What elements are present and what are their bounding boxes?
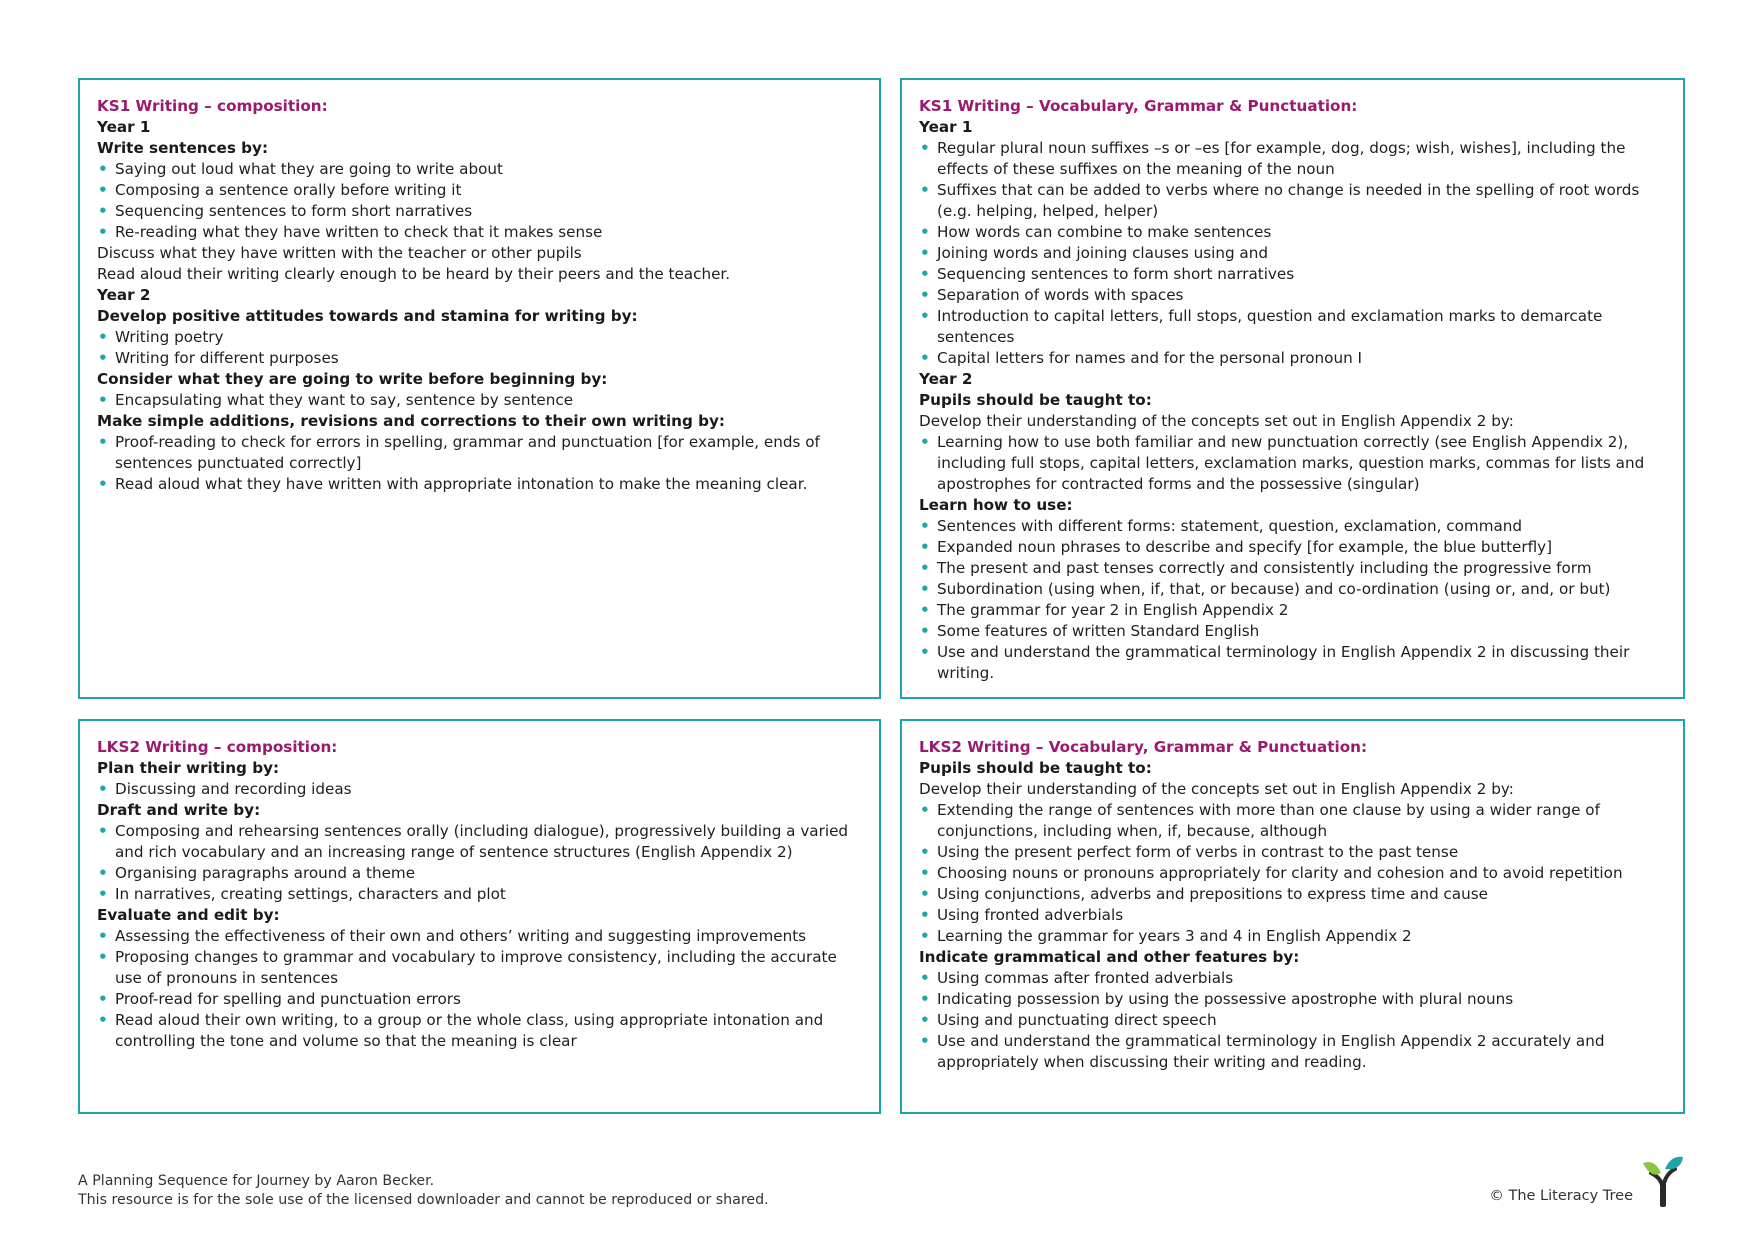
list-item: • Joining words and joining clauses using and — [919, 243, 1671, 264]
panel-title: LKS2 Writing – composition: — [97, 738, 338, 756]
list-item: • Composing and rehearsing sentences orally (including dialogue), progressively building a varied and rich vocabulary and an increasing range of sentence structures (English Appendix 2) — [97, 821, 867, 863]
section-heading: Pupils should be taught to: — [919, 759, 1152, 777]
list-item: • Read aloud their own writing, to a group or the whole class, using appropriate intonation and controlling the tone and volume so that the meaning is clear — [97, 1010, 867, 1052]
body-text: Read aloud their writing clearly enough to be heard by their peers and the teacher. — [97, 265, 731, 283]
list-item: • Expanded noun phrases to describe and specify [for example, the blue butterfly] — [919, 537, 1671, 558]
section-heading: Develop positive attitudes towards and stamina for writing by: — [97, 307, 638, 325]
list-item: • Separation of words with spaces — [919, 285, 1671, 306]
section-heading: Year 1 — [919, 118, 973, 136]
list-item: • Using commas after fronted adverbials — [919, 968, 1671, 989]
panel-title: KS1 Writing – composition: — [97, 97, 328, 115]
list-item: • Use and understand the grammatical terminology in English Appendix 2 accurately and appropriately when discussing their writing and reading. — [919, 1031, 1671, 1073]
panel-ks1-composition — [78, 78, 881, 699]
list-item: • Extending the range of sentences with more than one clause by using a wider range of conjunctions, including when, if, because, although — [919, 800, 1671, 842]
section-heading: Write sentences by: — [97, 139, 269, 157]
body-text: Discuss what they have written with the teacher or other pupils — [97, 244, 582, 262]
section-heading: Draft and write by: — [97, 801, 261, 819]
list-item: • In narratives, creating settings, characters and plot — [97, 884, 867, 905]
footer-line-2: This resource is for the sole use of the licensed downloader and cannot be reproduced or shared. — [78, 1191, 769, 1208]
panel-title: KS1 Writing – Vocabulary, Grammar & Punctuation: — [919, 97, 1358, 115]
list-item: • Sequencing sentences to form short narratives — [919, 264, 1671, 285]
list-item: • Subordination (using when, if, that, or because) and co-ordination (using or, and, or but) — [919, 579, 1671, 600]
panel-ks1-vgp — [900, 78, 1685, 699]
bullet-list — [919, 516, 1671, 684]
list-item: • Re-reading what they have written to check that it makes sense — [97, 222, 867, 243]
list-item: • Proof-reading to check for errors in spelling, grammar and punctuation [for example, ends of sentences punctuated correctly] — [97, 432, 867, 474]
list-item: • Organising paragraphs around a theme — [97, 863, 867, 884]
section-heading: Plan their writing by: — [97, 759, 280, 777]
list-item: • Using fronted adverbials — [919, 905, 1671, 926]
bullet-list — [919, 138, 1671, 369]
bullet-list — [97, 821, 867, 905]
list-item: • Indicating possession by using the possessive apostrophe with plural nouns — [919, 989, 1671, 1010]
list-item: • Using the present perfect form of verbs in contrast to the past tense — [919, 842, 1671, 863]
list-item: • Saying out loud what they are going to write about — [97, 159, 867, 180]
list-item: • Encapsulating what they want to say, sentence by sentence — [97, 390, 867, 411]
tree-icon — [1641, 1155, 1685, 1211]
list-item: • Writing poetry — [97, 327, 867, 348]
section-heading: Year 2 — [97, 286, 151, 304]
list-item: • Composing a sentence orally before writing it — [97, 180, 867, 201]
list-item: • Proposing changes to grammar and vocabulary to improve consistency, including the accurate use of pronouns in sentences — [97, 947, 867, 989]
panel-lks2-vgp — [900, 719, 1685, 1114]
list-item: • Choosing nouns or pronouns appropriately for clarity and cohesion and to avoid repetition — [919, 863, 1671, 884]
list-item: • The present and past tenses correctly and consistently including the progressive form — [919, 558, 1671, 579]
list-item: • Sentences with different forms: statement, question, exclamation, command — [919, 516, 1671, 537]
bullet-list — [97, 327, 867, 369]
list-item: • Sequencing sentences to form short narratives — [97, 201, 867, 222]
footer-brand — [1489, 1155, 1685, 1211]
section-heading: Pupils should be taught to: — [919, 391, 1152, 409]
list-item: • Learning how to use both familiar and new punctuation correctly (see English Appendix 2), including full stops, capital letters, exclamation marks, question marks, commas for lists and apostrophes for contracted forms and the possessive (singular) — [919, 432, 1671, 495]
body-text: Develop their understanding of the concepts set out in English Appendix 2 by: — [919, 780, 1514, 798]
list-item: • Proof-read for spelling and punctuation errors — [97, 989, 867, 1010]
section-heading: Year 2 — [919, 370, 973, 388]
section-heading: Consider what they are going to write before beginning by: — [97, 370, 608, 388]
panel-lks2-composition — [78, 719, 881, 1114]
section-heading: Learn how to use: — [919, 496, 1073, 514]
bullet-list — [97, 432, 867, 495]
body-text: Develop their understanding of the concepts set out in English Appendix 2 by: — [919, 412, 1514, 430]
section-heading: Evaluate and edit by: — [97, 906, 280, 924]
list-item: • Suffixes that can be added to verbs where no change is needed in the spelling of root words (e.g. helping, helped, helper) — [919, 180, 1671, 222]
list-item: • Using and punctuating direct speech — [919, 1010, 1671, 1031]
footer-note — [78, 1172, 769, 1209]
panel-title: LKS2 Writing – Vocabulary, Grammar & Punctuation: — [919, 738, 1368, 756]
bullet-list — [97, 779, 867, 800]
section-heading: Indicate grammatical and other features by: — [919, 948, 1300, 966]
bullet-list — [97, 390, 867, 411]
bullet-list — [919, 800, 1671, 947]
list-item: • Use and understand the grammatical terminology in English Appendix 2 in discussing their writing. — [919, 642, 1671, 684]
list-item: • Assessing the effectiveness of their own and others’ writing and suggesting improvements — [97, 926, 867, 947]
list-item: • The grammar for year 2 in English Appendix 2 — [919, 600, 1671, 621]
list-item: • Learning the grammar for years 3 and 4 in English Appendix 2 — [919, 926, 1671, 947]
list-item: • Introduction to capital letters, full stops, question and exclamation marks to demarcate sentences — [919, 306, 1671, 348]
list-item: • Some features of written Standard English — [919, 621, 1671, 642]
list-item: • Writing for different purposes — [97, 348, 867, 369]
section-heading: Year 1 — [97, 118, 151, 136]
list-item: • Using conjunctions, adverbs and prepositions to express time and cause — [919, 884, 1671, 905]
list-item: • How words can combine to make sentences — [919, 222, 1671, 243]
copyright-text: © The Literacy Tree — [1489, 1188, 1633, 1204]
list-item: • Discussing and recording ideas — [97, 779, 867, 800]
bullet-list — [97, 926, 867, 1052]
list-item: • Regular plural noun suffixes –s or –es [for example, dog, dogs; wish, wishes], including the effects of these suffixes on the meaning of the noun — [919, 138, 1671, 180]
section-heading: Make simple additions, revisions and corrections to their own writing by: — [97, 412, 725, 430]
list-item: • Read aloud what they have written with appropriate intonation to make the meaning clear. — [97, 474, 867, 495]
list-item: • Capital letters for names and for the personal pronoun I — [919, 348, 1671, 369]
bullet-list — [97, 159, 867, 243]
footer-line-1: A Planning Sequence for Journey by Aaron Becker. — [78, 1173, 435, 1189]
bullet-list — [919, 968, 1671, 1073]
bullet-list — [919, 432, 1671, 495]
